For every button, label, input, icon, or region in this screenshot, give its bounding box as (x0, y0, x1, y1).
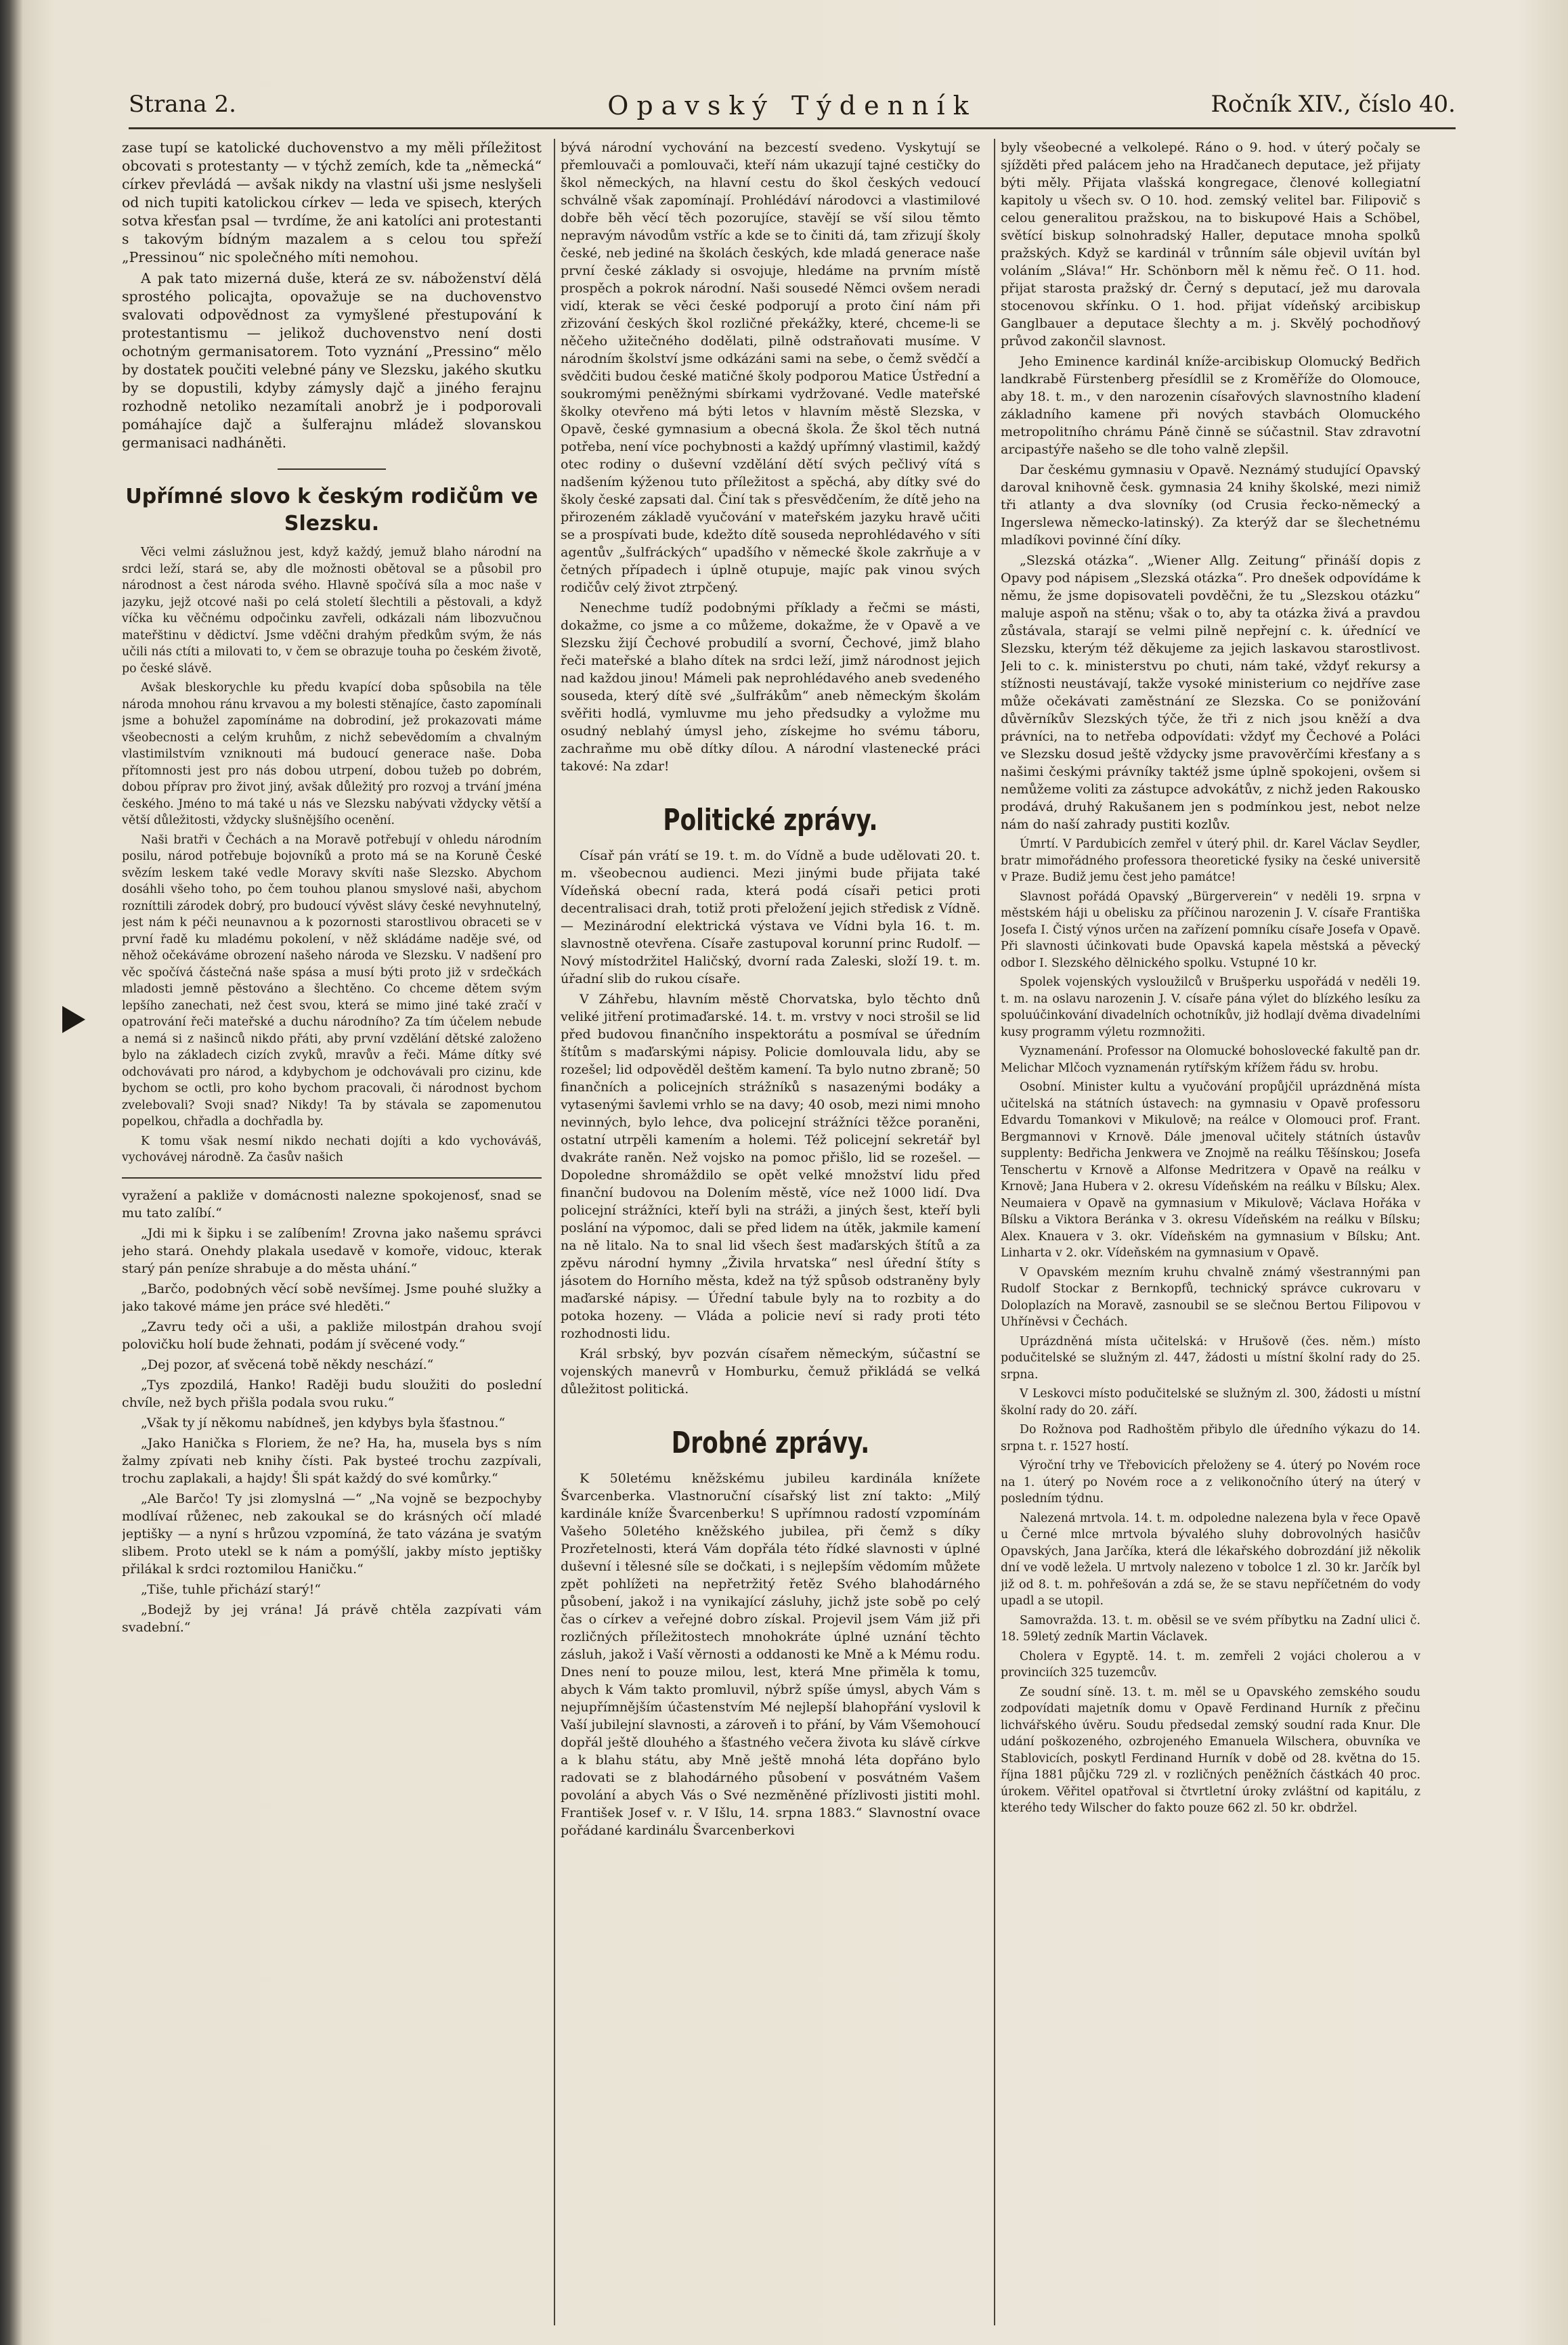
page-number: Strana 2. (129, 91, 236, 118)
paragraph: „Tiše, tuhle přichází starý!“ (141, 1581, 321, 1597)
paragraph: „Jdi mi k šipku i se zalíbením! Zrovna jako našemu správci jeho stará. Onehdy plakala usedavě v komoře, vidouc, kterak starý pán peníze shrabuje a do města uhání.“ (122, 1225, 542, 1276)
paragraph: „Zavru tedy oči a uši, a pakliže milostpán drahou svojí polovičku holí bude žehnati, podám jí svěcené vody.“ (122, 1319, 542, 1352)
paragraph: V Leskovci místo podučitelské se služným zl. 300, žádosti u místní školní rady do 20. září. (1001, 1387, 1420, 1418)
paragraph: Výroční trhy ve Třebovicích přeloženy se 4. úterý po Novém roce na 1. úterý po Novém roce a z velikonočního úterý na úterý v posledním týdnu. (1001, 1459, 1420, 1506)
paragraph: Avšak bleskorychle ku předu kvapící doba spůsobila na těle národa mnohou ránu krvavou a my bolesti stěnajíce, často zapomínali jsme a bohužel zapomínáme na dobrodiní, jež prokazovati máme všeobecnosti a celým kruhům, z nichž sebevědomím a chvalným vlastimilstvím vzniknouti má budoucí generace naše. Doba přítomnosti jest pro nás dobou utrpení, dobou tužeb po dobrém, dobou příprav pro život jiný, avšak důležitý pro rozvoj a trvání jména českého. Jméno to má také u nás ve Slezsku nabývati vždycky větší a větší důležitosti, vždycky slušnějšího ocenění. (122, 681, 542, 827)
paragraph: Samovražda. 13. t. m. oběsil se ve svém příbytku na Zadní ulici č. 18. 59letý zedník Martin Václavek. (1001, 1613, 1420, 1644)
divider (122, 1177, 542, 1179)
paragraph: Ze soudní síně. 13. t. m. měl se u Opavského zemského soudu zodpovídati majetník domu v Opavě Ferdinand Hurník z přečinu lichvářského úvěru. Soudu předsedal zemský soudní rada Knur. Dle udání poškozeného, ozbrojeného Emanuela Wilschera, obuvníka ve Stablovicích, poskytl Ferdinand Hurník v době od 28. května do 15. října 1881 půjčku 729 zl. v rozličných peněžních částkách 40 proc. úrokem. Věřitel opatřoval si čtvrtletní úroky zvláštní od kapitálu, z kterého tedy Wilscher do fakto pouze 662 zl. 50 kr. obdržel. (1001, 1685, 1420, 1815)
paragraph: K 50letému kněžskému jubileu kardinála knížete Švarcenberka. Vlastnoruční císařský list zní takto: „Milý kardinále kníže Švarcenberku! S upřímnou radostí vzpomínám Vašeho 50letého kněžského jubilea, při čemž s díky Prozřetelnosti, která Vám dopřála této řídké slavnosti v úplné duševní i tělesné síle se dočkati, i s nejlepším vědomím můžete zpět pohlížeti na nepřetržitý řetěz Svého blahodárného působení, jakož i na vynikající zásluhy, jichž jste sobě po celý čas o církev a veřejné dobro získal. Projevil jsem Vám již při rozličných příležitostech mnohokráte úplné uznání těchto zásluh, jakož i Vaší věrnosti a oddanosti ke Mně a k Mému rodu. Dnes není to pouze milou, lest, která Mne přiměla k tomu, abych k Vám takto promluvil, nýbrž spíše úmysl, abych Vám s nejupřímnějším účastenstvím Mé nejlepší blahopřání vyslovil k Vaší jubilejní slavnosti, a zároveň i to přání, by Vám Všemohoucí dopřál ještě dlouhého a šťastného večera života ku slávě církve a k blahu státu, aby Mně ještě mnohá léta dopřáno bylo radovati se z blahodárného působení v posvátném Vašem povolání a abych Vás o Své nezměněné přízlivosti jistiti mohl. František Josef v. r. V Išlu, 14. srpna 1883.“ Slavnostní ovace pořádané kardinálu Švarcenberkovi (561, 1471, 980, 1838)
paragraph: „Barčo, podobných věcí sobě nevšímej. Jsme pouhé služky a jako takové máme jen práce své hleděti.“ (122, 1281, 542, 1314)
section-title-news: Drobné zprávy. (671, 1426, 870, 1460)
paragraph: „Však ty jí někomu nabídneš, jen kdybys byla šťastnou.“ (141, 1415, 506, 1430)
paragraph: Věci velmi záslužnou jest, když každý, jemuž blaho národní na srdci leží, stará se, aby dle možnosti obětoval se a působil pro národnost a čest národa svého. Hlavně spočívá síla a moc naše v jazyku, jejž otcové naši po celá století šlechtili a pěstovali, a když víčka ku věčnému odpočinku zavřeli, odkázali nám libozvučnou mateřštinu v dědictví. Jsme vděčni drahým předkům svým, že nás učili nás ctíti a milovati to, v čem se obrazuje touha po českém životě, po české slávě. (122, 546, 542, 676)
paragraph: Do Rožnova pod Radhoštěm přibylo dle úředního výkazu do 14. srpna t. r. 1527 hostí. (1001, 1423, 1420, 1453)
page-header (129, 87, 1456, 129)
paragraph: bývá národní vychování na bezcestí svedeno. Vyskytují se přemlouvači a pomlouvači, kteří nám ukazují tajné cestičky do škol německých, na hlavní cestu do škol českých vedoucí schválně však zapomínají. Prohlédáví národovci a vlastimilové dobře běh věcí těch pozorujíce, stavějí se vší silou těmto nepravým návodům vstříc a kde se to činiti dá, tam zřizují školy české, neb jediné na školách českých, kde mladá generace naše první české základy si osvojuje, hledáme na prvním místě prospěch a pokrok národní. Naši sousedé Němci ovšem neradi vidí, kterak se věci české podporují a proto činí nám při zřizování českých škol rozličné překážky, které, chceme-li se něčeho užitečného dodělati, pilně odstraňovati musíme. V národním školství jsme odkázáni sami na sebe, o čemž svědčí a svědčiti budou české matičné školy podporou Matice Ústřední a soukromými peněžnými sbírkami vydržované. Vedle mateřské školky otevřeno má býti letos v hlavním městě Slezska, v Opavě, české gymnasium a obecná škola. Že škol těch nutná potřeba, není více pochybnosti a každý upřímný vlastimil, každý otec rodiny o duševní vzdělání dětí svých pečlivý vítá s nadšením kýženou tuto příležitost a spěchá, aby dítky své do školy české zapsati dal. Činí tak s přesvědčením, že dítě jeho na přirozeném základě vyučování v mateřském jazyku hravě učiti se a prospívati bude, kdežto dítě souseda neprohlédavého v síti agentův „šulfráckých“ upadšího v německé škole zakrňuje a v četných případech i úplně otupuje, majíc pak vinou svých rodičův celý život ztrpčený. (561, 140, 980, 595)
masthead-title: Opavský Týdenník (607, 91, 977, 120)
paragraph: V Záhřebu, hlavním městě Chorvatska, bylo těchto dnů veliké jitření protimaďarské. 14. t. m. vrstvy v noci strošil se lid před budovou finančního inspektorátu a posmíval se úředním štítům s maďarskými nápisy. Policie domlouvala lidu, aby se rozešel; lid odpověděl deštěm kamení. Ta bylo nutno zbraně; 50 finančních a policejních strážníků s nasazenými bodáky a vytasenými šavlemi vrhlo se na davy; 40 osob, mezi nimi mnoho nevinných, bylo lehce, dva policejní strážníci těžce poraněni, ostatní utrpěli kamením a holemi. Též policejní sekretář byl dvakráte raněn. Než vojsko na pomoc přišlo, lid se rozešel. — Dopoledne shromáždilo se opět velké množství lidu před finanční budovou na Dolením městě, více než 1000 lidí. Dva policejní strážníci, kteří byli na stráži, a jiných šest, kteří byli poslání na výpomoc, dali se před lidem na útěk, jakmile kamení na ně litalo. Na to snal lid všech šest maďarských štítů a za zpěvu národní hymny „Živila hrvatska“ nesl úřední štíty s jásotem do Horního města, kdež na týž spůsob odstraněny byly maďarské nápisy. — Úřední tabule byly na to rozbity a do potoka hozeny. — Vláda a policie neví si rady proti této rozhodnosti lidu. (561, 992, 980, 1341)
divider (278, 468, 386, 470)
paragraph: Spolek vojenských vysloužilců v Brušperku uspořádá v neděli 19. t. m. na oslavu narozenin J. V. císaře pána výlet do blízkého lesíku za spoluúčinkování divadelních ochotníkův, již hodlají dvěma divadelními kusy programm výletu rozmnožiti. (1001, 976, 1420, 1039)
paragraph: „Slezská otázka“. „Wiener Allg. Zeitung“ přináší dopis z Opavy pod nápisem „Slezská otázka“. Pro dnešek odpovídáme k němu, že jsme dopisovateli povděčni, že tu „Slezskou otázku“ maluje aspoň na stěnu; však o to, aby ta otázka živá a pravdou zůstávala, starají se velmi pilně nepřejní c. k. úřednící ve Slezsku, kterým též děkujeme za jejich laskavou starostlivost. Jeli to c. k. ministerstvu po chuti, nám také, vždyť rekursy a stížnosti neustávají, takže vysoké ministerium co nejdříve zase může očekávati zaměstnání ze Slezska. Co se ponižování důvěrníkův Slezských týče, že tři z nich jsou kněží a dva právníci, na to netřeba odpovídati: vždyť my Čechové a Poláci ve Slezsku dosud ještě vždycky jsme pravověrčími křesťany a s našimi českými právníky taktéž jsme úplně spokojeni, ovšem si nemůžeme voliti za zástupce advokátův, z nichž jeden Rakousko prodává, druhý Rakušanem jen s podmínkou jest, nebot nelze nám do naší zahrady pustiti kozlův. (1001, 553, 1420, 832)
paragraph: Dar českému gymnasiu v Opavě. Neznámý studující Opavský daroval knihovně česk. gymnasia 24 knihy školské, mezi nimiž tři atlanty a dva slovníky (od Crusia řecko-německý a Ingerslewa německo-latinský). Za kterýž dar se šlechetnému mladíkovi povinné číní díky. (1001, 462, 1420, 548)
paragraph: Nenechme tudíž podobnými příklady a řečmi se másti, dokažme, co jsme a co můžeme, dokažme, že v Opavě a ve Slezsku žijí Čechové probudilí a svorní, Čechové, jimž blaho řeči mateřské a blaho dítek na srdci leží, jimž národnost jejich nad každou jinou! Mámeli pak neprohlédavého aneb svedeného souseda, který dítě své „šulfrákům“ aneb německým školám svěřiti hodlá, vymluvme mu jeho předsudky a vyložme mu osudný neblahý úmysl jeho, získejme ho svému táboru, zachraňme mu obě dítky dílou. A národní vlastenecké práci takové: Na zdar! (561, 600, 980, 774)
column-2 (561, 139, 980, 1842)
column-3 (1001, 139, 1420, 1820)
article-title: Upřímné slovo k českým rodičům ve Slezsku. (125, 485, 538, 535)
paragraph: K tomu však nesmí nikdo nechati dojíti a kdo vychováváš, vychovávej národně. Za časův našich (122, 1134, 542, 1164)
paragraph: „Ale Barčo! Ty jsi zlomyslná —“ „Na vojně se bezpochyby modlívaí růženec, neb zakoukal se do krásných očí mladé jeptišky — a nyní s hrůzou vzpomíná, že tato vázána je svatým slibem. Proto utekl se k nám a pomýšlí, jakby místo jeptišky přilákal k srdci roztomilou Haničku.“ (122, 1491, 542, 1577)
paragraph: V Opavském mezním kruhu chvalně známý všestrannými pan Rudolf Stockar z Bernkopfů, technický správce cukrovaru v Doloplazích na Moravě, zasnoubil se se slečnou Bertou Filipovou v Uhříněvsi v Čechách. (1001, 1265, 1420, 1329)
paragraph: Naši bratři v Čechách a na Moravě potřebují v ohledu národním posilu, národ potřebuje bojovníků a proto má se na Koruně České svězím leskem také vedle Moravy skvíti naše Slezsko. Abychom dosáhli všeho toho, po čem touhou planou smyslové naši, abychom rozníttili zárodek dobrý, pro budoucí vývěst slávy české nevyhnutelný, jest nám k péči neunavnou a k pozornosti starostlivou obraceti se v první řadě ku mladému pokolení, v něž skládáme naděje své, od něhož očekáváme obrození našeho národa ve Slezsku. V nadšení pro věc spočívá částečná naše spása a musí býti proto již v srdečkách mladosti jemně pěstováno a šlechtěno. Co chceme dětem svým lepšího zanechati, než čest svou, která se mimo jiné také zračí v opatrování řeči mateřské a duchu národního? Za tím účelem nebude a nemá si z našinců nikdo přáti, aby první vzdělání dětské založeno bylo na základech cizích zvyků, mravův a řeči. Máme dítky své odchovávati pro národ, a kdybychom je odchovávali pro cizinu, kde bychom se octli, pro koho bychom pracovali, či národnost bychom zvelebovali? Svoji snad? Nikdy! Ta by stávala se zapomenutou popelkou, chřadla a dochřadla by. (122, 833, 542, 1128)
paragraph: Jeho Eminence kardinál kníže-arcibiskup Olomucký Bedřich landkrabě Fürstenberg přesídlil se z Kroměříže do Olomouce, aby 18. t. m., v den narozenin císařových slavnostního kladení základního kamene při nových stavbách Olomuckého metropolitního chrámu Páně činně se súčastnil. Stav zdravotní arcipastýře našeho se dle toho valně zlepšil. (1001, 354, 1420, 457)
paragraph: „Bodejž by jej vrána! Já právě chtěla zazpívati vám svadební.“ (122, 1602, 542, 1635)
paragraph: Vyznamenání. Professor na Olomucké bohoslovecké fakultě pan dr. Melichar Mlčoch vyznamenán rytířským křížem řádu sv. hrobu. (1001, 1045, 1420, 1075)
paragraph: byly všeobecné a velkolepé. Ráno o 9. hod. v úterý počaly se sjížděti před palácem jeho na Hradčanech deputace, jež přijaty býti měly. Přijata vlašská kongregace, členové kollegiatní kapitoly u všech sv. O 10. hod. zemský velitel bar. Filipovič s celou generalitou pražskou, na to biskupové Hais a Schöbel, světící biskup solnohradský Haller, deputace mnoha spolků pražských. Když se kardinál v trůnním sále objevil uvítán byl voláním „Sláva!“ Hr. Schönborn měl k němu řeč. O 11. hod. přijat starosta pražský dr. Černý s deputací, jež mu darovala stocenovou skřínku. O 1. hod. přijat vídeňský arcibiskup Ganglbauer a deputace šlechty a m. j. Skvělý pochodňový průvod zakončil slavnost. (1001, 140, 1420, 349)
paragraph: Osobní. Minister kultu a vyučování propůjčil uprázdněná místa učitelská na státních ústavech: na gymnasiu v Opavě professoru Edvardu Tomankovi v Mikulově; na reálce v Olomouci prof. Frant. Bergmannovi v Krnově. Dále jmenoval učitely státních ústavův supplenty: Bedřicha Jenkwera ve Znojmě na reálku Těšínskou; Josefa Tenschertu v Krnově a Alfonse Medritzera v Opavě na reálku v Krnově; Jana Hubera v 2. okresu Vídeňském na reálku v Bílsku; Alex. Neumaiera v Opavě na gymnasium v Mikulově; Václava Hořáka v Bílsku a Viktora Beránka v 3. okresu Vídeňském na reálku v Bílsku; Alex. Knauera v 3. okr. Vídeňském na gymnasium v Bílsku; Ant. Linharta v 2. okr. Vídeňském na gymnasium v Opavě. (1001, 1080, 1420, 1260)
paragraph: Uprázdněná místa učitelská: v Hrušově (čes. něm.) místo podučitelské se služným zl. 447, žádosti u místní školní rady do 25. srpna. (1001, 1334, 1420, 1382)
column-rule (554, 139, 555, 2325)
arrow-marker (62, 1006, 85, 1033)
paragraph: „Jako Hanička s Floriem, že ne? Ha, ha, musela bys s ním žalmy zpívati neb knihy čísti. Pak bysteé trochu zazpívali, trochu zaplakali, a hajdy! Šli spát každý do své komůrky.“ (122, 1435, 542, 1486)
paragraph: Král srbský, byv pozván císařem německým, súčastní se vojenských manevrů v Homburku, čemuž přikládá se velká důležitost politická. (561, 1346, 980, 1397)
column-rule (994, 139, 995, 2325)
paragraph: Císař pán vrátí se 19. t. m. do Vídně a bude udělovati 20. t. m. všeobecnou audienci. Mezi jinými bude přijata také Vídeňská obecní rada, která podá císaři petici proti decentralisaci drah, totiž proti přeložení jejich středisk z Vídně. — Mezinárodní elektrická výstava ve Vídni byla 16. t. m. slavnostně otevřena. Císaře zastupoval korunní princ Rudolf. — Nový místodržitel Haličský, dvorní rada Zaleski, složí 19. t. m. úřadní slib do rukou císaře. (561, 848, 980, 986)
section-title-politics: Politické zprávy. (663, 803, 878, 837)
paragraph: „Dej pozor, ať svěcená tobě někdy neschází.“ (141, 1357, 434, 1372)
paragraph: Cholera v Egyptě. 14. t. m. zemřeli 2 vojáci cholerou a v provinciích 325 tuzemcův. (1001, 1649, 1420, 1680)
paragraph: „Tys zpozdilá, Hanko! Raději budu sloužiti do poslední chvíle, než bych přišla podala svou ruku.“ (122, 1377, 542, 1410)
paragraph: Slavnost pořádá Opavský „Bürgerverein“ v neděli 19. srpna v městském háji u obelisku za příčinou narozenin J. V. císaře Františka Josefa I. Čistý výnos určen na zařízení pomníku císaře Josefa v Opavě. Při slavnosti účinkovati bude Opavská kapela městská a pěvecký odbor I. Slezského dělnického spolku. Vstupné 10 kr. (1001, 890, 1420, 970)
issue-number: Ročník XIV., číslo 40. (1211, 91, 1456, 118)
paragraph: Úmrtí. V Pardubicích zemřel v úterý phil. dr. Karel Václav Seydler, bratr mimořádného professora theoretické fysiky na české universitě v Praze. Budiž jemu čest jeho památce! (1001, 837, 1420, 884)
paragraph: Nalezená mrtvola. 14. t. m. odpoledne nalezena byla v řece Opavě u Černé mlce mrtvola bývalého sluhy dobrovolných hasičův Opavských, Jana Jarčíka, která dle lékařského dobrozdání již několik dní ve vodě ležela. U mrtvoly nalezeno v tobolce 1 zl. 30 kr. Jarčík byl již od 8. t. m. pohřešován a zdá se, že se stavu nepříčetném do vody upadl a se utopil. (1001, 1511, 1420, 1608)
paragraph: A pak tato mizerná duše, která ze sv. náboženství dělá sprostého policajta, opovažuje se na duchovenstvo svalovati odpovědnost za vymyšlené přestupování k protestantismu — jelikož duchovenstvo není dosti ochotným germanisatorem. Toto vyznání „Pressino“ mělo by dostatek poučiti velebné pány ve Slezsku, jakého skutku by se dopustili, kdyby zámysly dajč a jiného ferajnu rozhodně netoliko nezamítali anobrž je i podporovali pomáhajíce dajč a šulferajnu mládež slovanskou germanisaci nadháněti. (122, 270, 542, 451)
column-1 (122, 139, 542, 1639)
paragraph: zase tupí se katolické duchovenstvo a my měli příležitost obcovati s protestanty — v týchž zemích, kde ta „německá“ církev převládá — avšak nikdy na vlastní uši jsme neslyšeli od nich tupiti katolickou církev — leda ve spisech, kterých sotva křesťan psal — tvrdíme, že ani katolíci ani protestanti s takovým bídným mazalem a s celou tou spřeží „Pressinou“ nic společného míti nemohou. (122, 139, 542, 265)
paragraph: vyražení a pakliže v domácnosti nalezne spokojenosť, snad se mu tato zalíbí.“ (122, 1187, 542, 1221)
